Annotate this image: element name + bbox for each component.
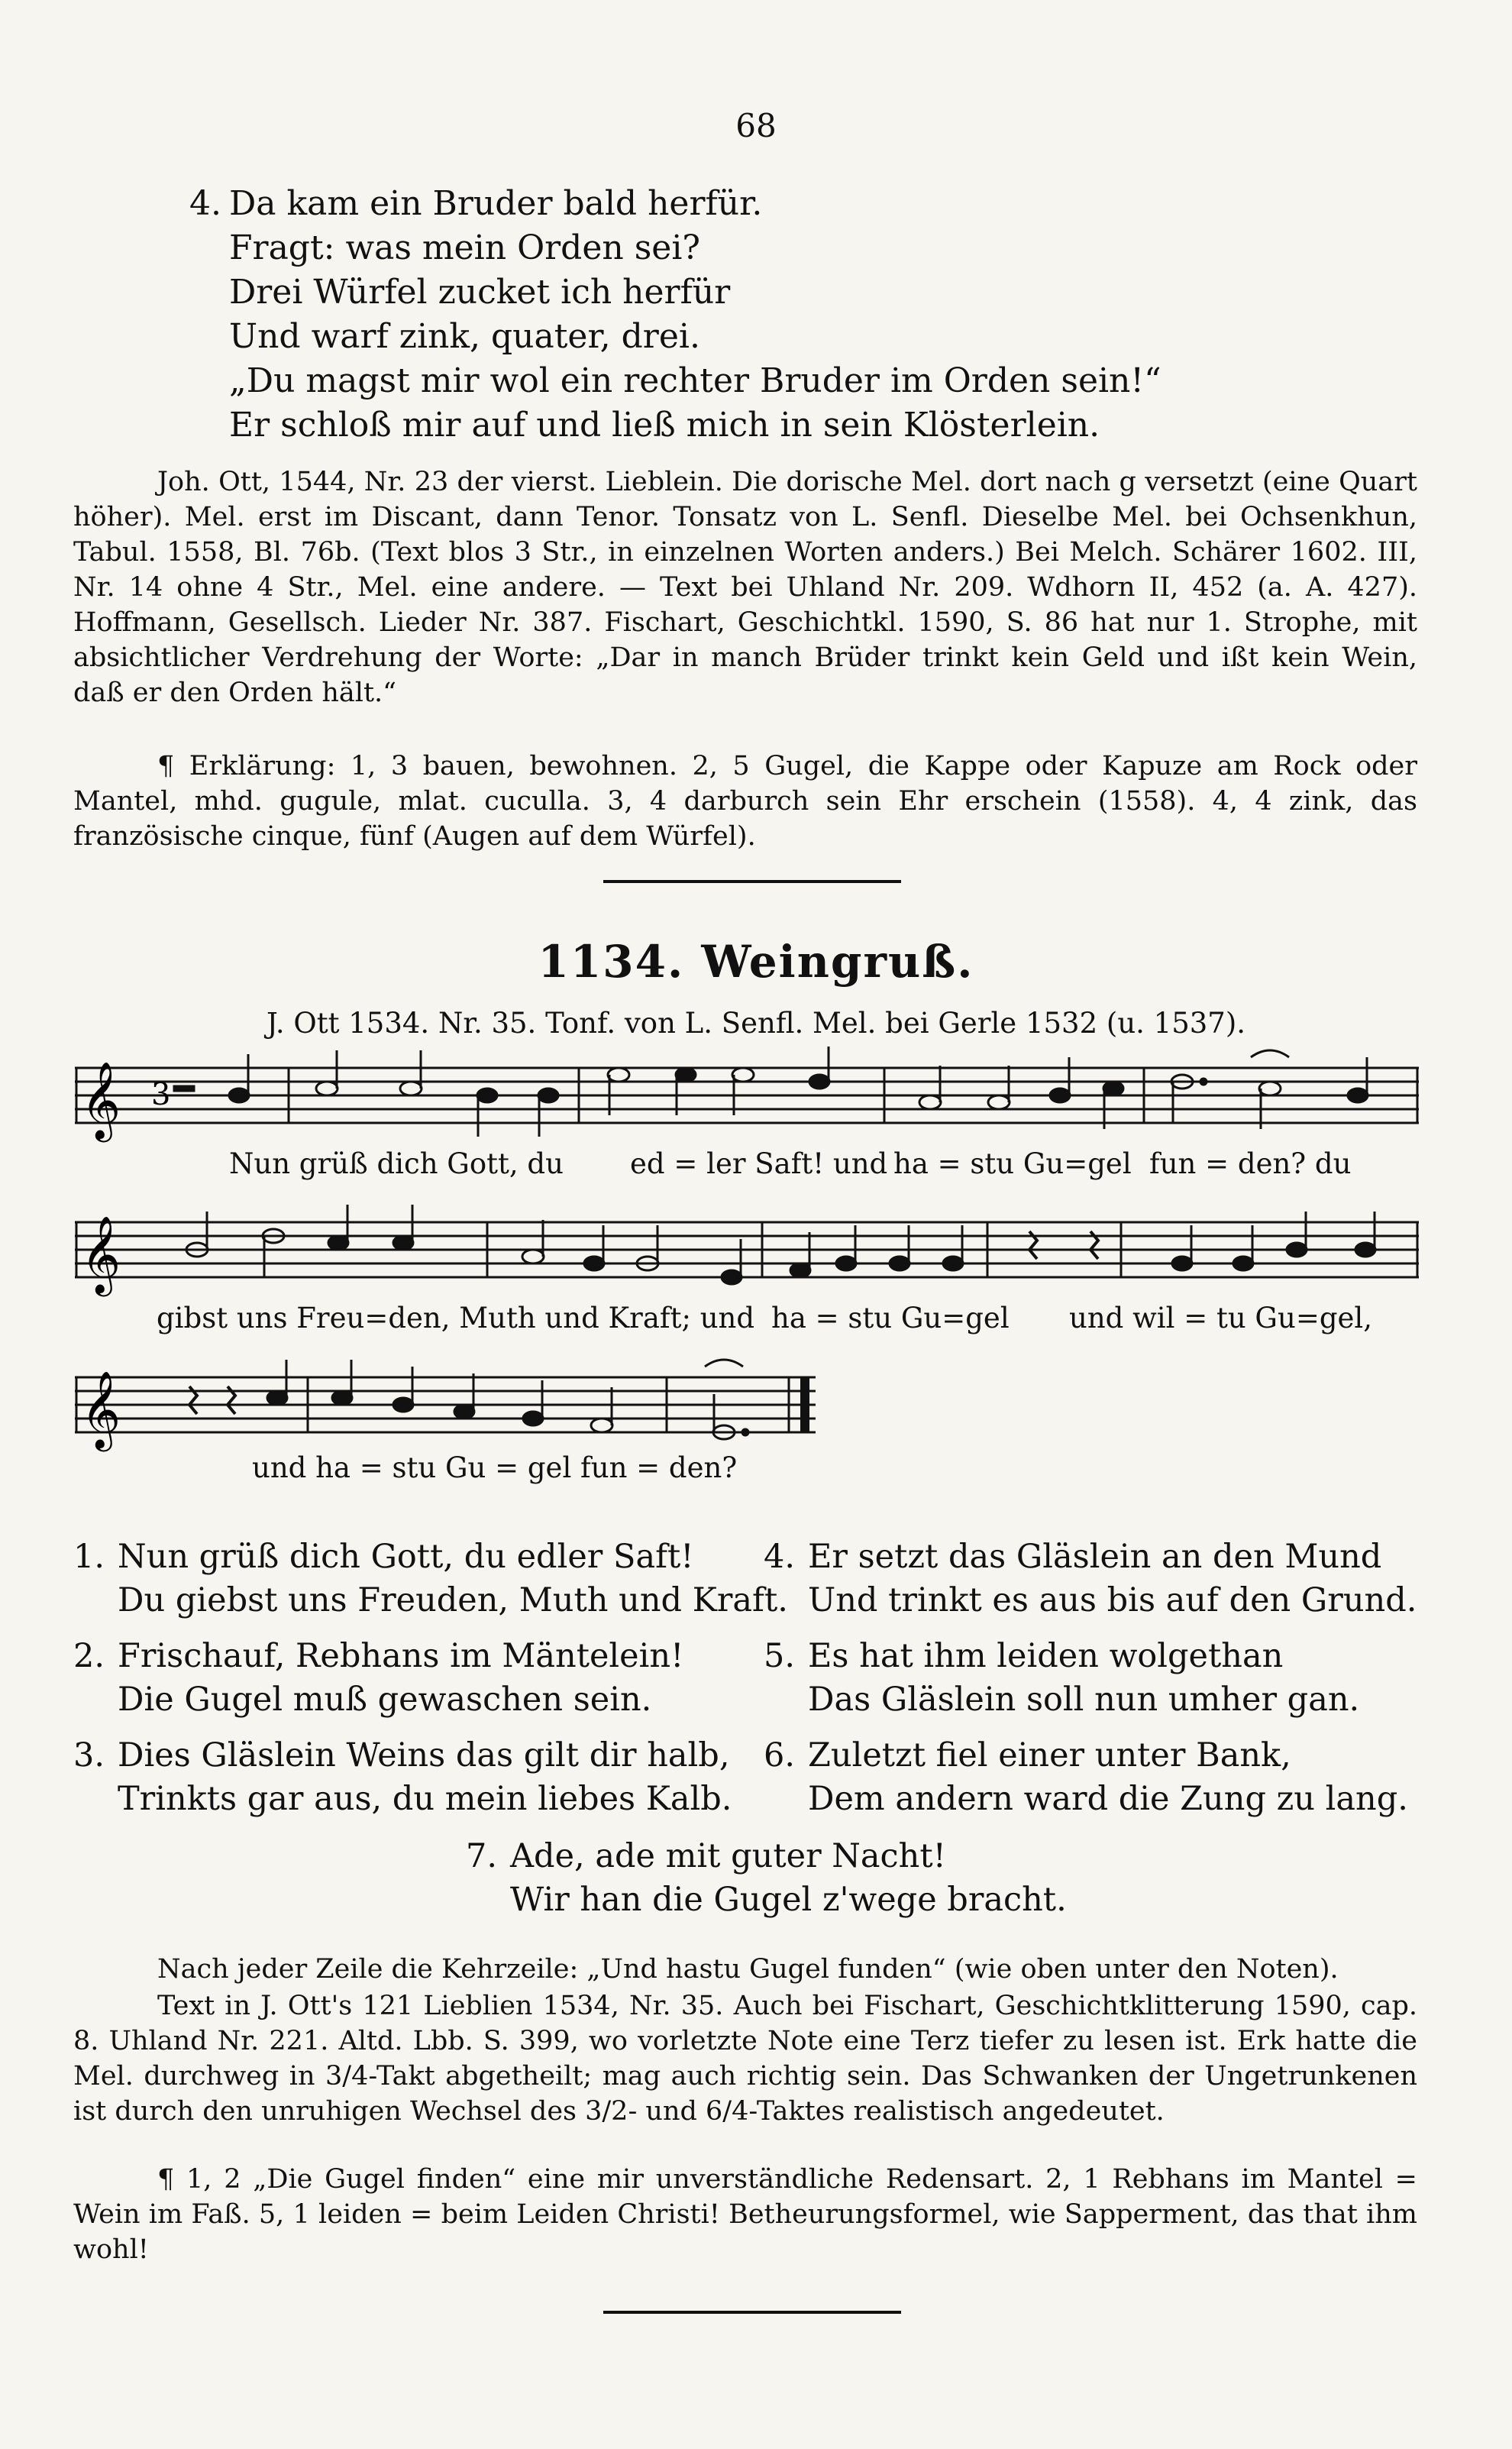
text-source-note: Text in J. Ott's 121 Lieblien 1534, Nr. 35. Auch bei Fischart, Geschichtklitterung 1590, cap. 8. Uhland Nr. 221. Altd. Lbb. S. 399, wo vorletzte Note eine Terz tiefer zu lesen ist. Erk hatte die Mel. durchweg in 3/4-Takt abgetheilt; mag auch richtig sein. Das Schwanken der Ungetrunkenen ist durch den unruhigen Wechsel des 3/2- und 6/4-Taktes realistisch angedeutet. [73, 1991, 1417, 2127]
stanza-2: 2. Frischauf, Rebhans im Mäntelein! Die Gugel muß gewaschen sein. [73, 1637, 684, 1719]
music-staff-3 [75, 1356, 838, 1463]
section-divider [603, 880, 901, 883]
stanza-5: 5. Es hat ihm leiden wolgethan Das Gläslein soll nun umher gan. [764, 1637, 1360, 1719]
treble-clef-icon: 𝄞 [81, 1215, 121, 1293]
song-source: J. Ott 1534. Nr. 35. Tonf. von L. Senfl. Mel. bei Gerle 1532 (u. 1537). [266, 1007, 1246, 1040]
stanza-number: 4. [189, 184, 221, 223]
stanza-3: 3. Dies Gläslein Weins das gilt dir halb, Trinkts gar aus, du mein liebes Kalb. [73, 1736, 732, 1818]
music-staff-2 [75, 1201, 1419, 1308]
stanza-1: 1. Nun grüß dich Gott, du edler Saft! Du giebst uns Freuden, Muth und Kraft. [73, 1538, 788, 1619]
song-number: 1134. [538, 936, 685, 988]
stanza-7: 7. Ade, ade mit guter Nacht! Wir han die Gugel z'wege bracht. [466, 1837, 1067, 1919]
stanza-line: Er schloß mir auf und ließ mich in sein Klösterlein. [229, 406, 1100, 445]
stanza-line: 4. Da kam ein Bruder bald herfür. [229, 182, 1161, 226]
time-signature: 3 [151, 1077, 171, 1112]
refrain-note: Nach jeder Zeile die Kehrzeile: „Und hastu Gugel funden“ (wie oben unter den Noten). [157, 1954, 1339, 1985]
treble-clef-icon: 𝄞 [81, 1060, 121, 1139]
stanza-line: Fragt: was mein Orden sei? [229, 228, 700, 267]
stanza-4: 4. Er setzt das Gläslein an den Mund Und trinkt es aus bis auf den Grund. [764, 1538, 1417, 1619]
music-staff-1 [75, 1047, 1419, 1153]
page-number: 68 [735, 107, 777, 144]
song-explanation: ¶ 1, 2 „Die Gugel finden“ eine mir unverständliche Redensart. 2, 1 Rebhans im Mantel = Wein im Faß. 5, 1 leiden = beim Leiden Christi! Betheurungsformel, wie Sapperment, das that ihm wohl! [73, 2164, 1417, 2265]
treble-clef-icon: 𝄞 [81, 1370, 121, 1448]
stanzas [0, 1535, 1512, 1933]
song-name: Weingruß. [701, 936, 974, 988]
source-note: Joh. Ott, 1544, Nr. 23 der vierst. Lieblein. Die dorische Mel. dort nach g versetzt (eine Quart höher). Mel. erst im Discant, dann Tenor. Tonsatz von L. Senfl. Dieselbe Mel. bei Ochsenkhun, Tabul. 1558, Bl. 76b. (Text blos 3 Str., in einzelnen Worten anders.) Bei Melch. Schärer 1602. III, Nr. 14 ohne 4 Str., Mel. eine andere. — Text bei Uhland Nr. 209. Wdhorn II, 452 (a. A. 427). Hoffmann, Gesellsch. Lieder Nr. 387. Fischart, Geschichtkl. 1590, S. 86 hat nur 1. Strophe, mit absichtlicher Verdrehung der Worte: „Dar in manch Brüder trinkt kein Geld und ißt kein Wein, daß er den Orden hält.“ [73, 467, 1417, 708]
fermata-icon [705, 1360, 743, 1367]
song-title [0, 936, 1512, 988]
fermata-icon [1251, 1050, 1289, 1057]
stanza-line: „Du magst mir wol ein rechter Bruder im Orden sein!“ [229, 361, 1161, 400]
explanation-note: ¶ Erklärung: 1, 3 bauen, bewohnen. 2, 5 Gugel, die Kappe oder Kapuze am Rock oder Mantel, mhd. gugule, mlat. cuculla. 3, 4 darburch sein Ehr erschein (1558). 4, 4 zink, das französische cinque, fünf (Augen auf dem Würfel). [73, 751, 1417, 852]
stanza-line: Und warf zink, quater, drei. [229, 317, 700, 356]
stanza-line: Drei Würfel zucket ich herfür [229, 273, 731, 312]
prev-stanza [189, 182, 1161, 448]
stanza-6: 6. Zuletzt fiel einer unter Bank, Dem andern ward die Zung zu lang. [764, 1736, 1408, 1818]
bottom-divider [603, 2311, 901, 2314]
